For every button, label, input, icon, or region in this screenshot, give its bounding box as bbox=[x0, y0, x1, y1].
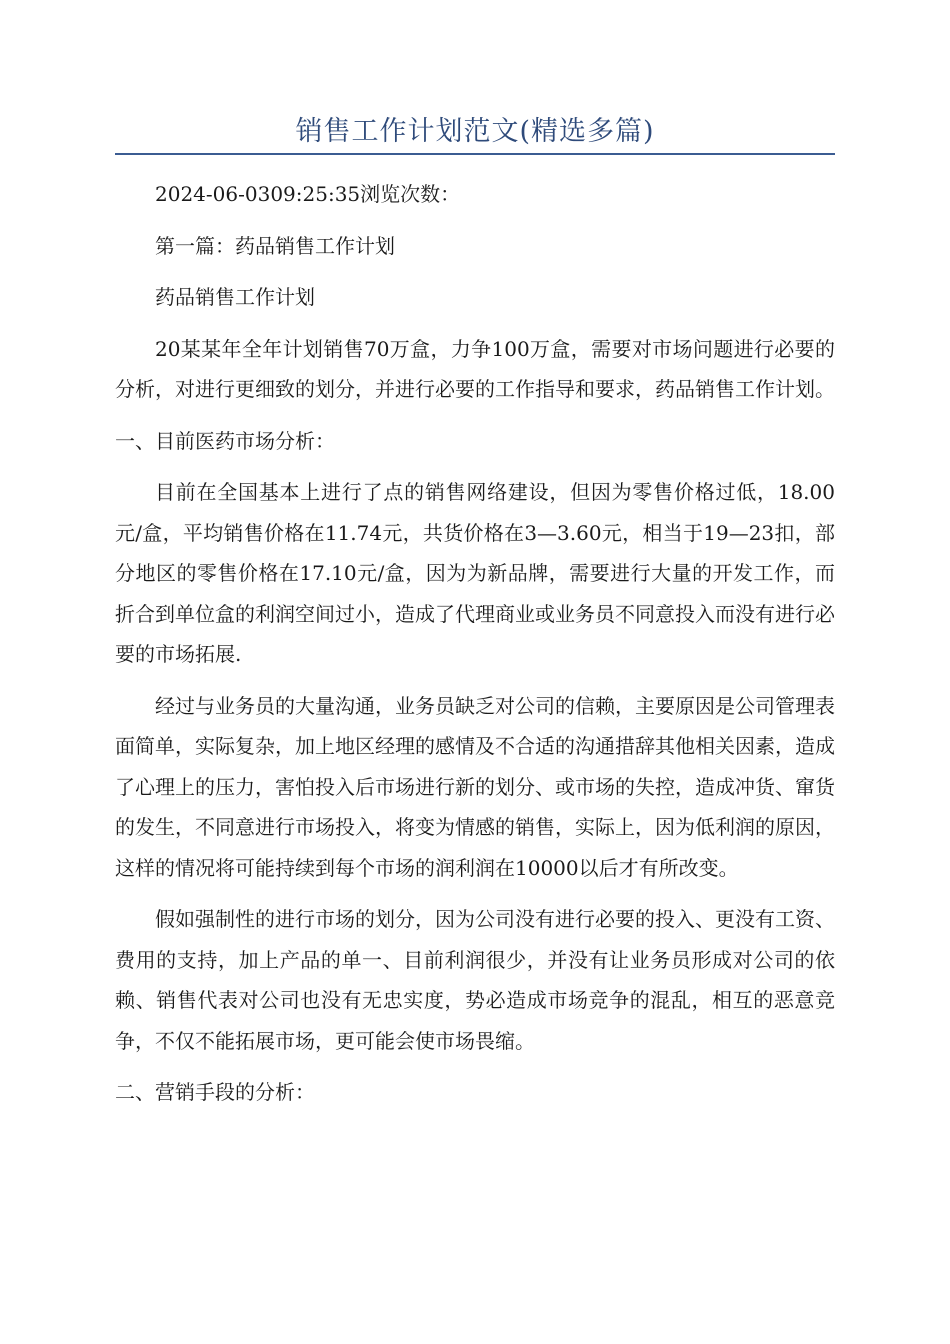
body-paragraph: 目前在全国基本上进行了点的销售网络建设，但因为零售价格过低，18.00元/盒，平均销售价格在11.74元，共货价格在3—3.60元，相当于19—23扣，部分地区的零售价格在17.10元/盒，因为为新品牌，需要进行大量的开发工作，而折合到单位盒的利润空间过小，造成了代理商业或业务员不同意投入而没有进行必要的市场拓展. bbox=[115, 480, 835, 666]
body-paragraph: 假如强制性的进行市场的划分，因为公司没有进行必要的投入、更没有工资、费用的支持，加上产品的单一、目前利润很少，并没有让业务员形成对公司的依赖、销售代表对公司也没有无忠实度，势必造成市场竞争的混乱，相互的恶意竞争，不仅不能拓展市场，更可能会使市场畏缩。 bbox=[115, 907, 835, 1053]
section-heading: 一、目前医药市场分析： bbox=[115, 428, 335, 453]
document-title: 销售工作计划范文(精选多篇) bbox=[295, 116, 655, 147]
title-underline bbox=[115, 153, 835, 155]
body-paragraph: 经过与业务员的大量沟通，业务员缺乏对公司的信赖，主要原因是公司管理表面简单，实际复杂，加上地区经理的感情及不合适的沟通措辞其他相关因素，造成了心理上的压力，害怕投入后市场进行新的划分、或市场的失控，造成冲货、窜货的发生，不同意进行市场投入，将变为情感的销售，实际上，因为低利润的原因，这样的情况将可能持续到每个市场的润利润在10000以后才有所改变。 bbox=[115, 693, 835, 880]
document-body bbox=[115, 174, 835, 1124]
intro-paragraph: 20某某年全年计划销售70万盒，力争100万盒，需要对市场问题进行必要的分析，对进行更细致的划分，并进行必要的工作指导和要求，药品销售工作计划。 bbox=[115, 336, 835, 401]
section-heading: 二、营销手段的分析： bbox=[115, 1080, 315, 1104]
subheading: 药品销售工作计划 bbox=[155, 285, 315, 309]
meta-line: 2024-06-0309:25:35浏览次数： bbox=[155, 182, 461, 206]
chapter-heading: 第一篇：药品销售工作计划 bbox=[155, 233, 395, 258]
